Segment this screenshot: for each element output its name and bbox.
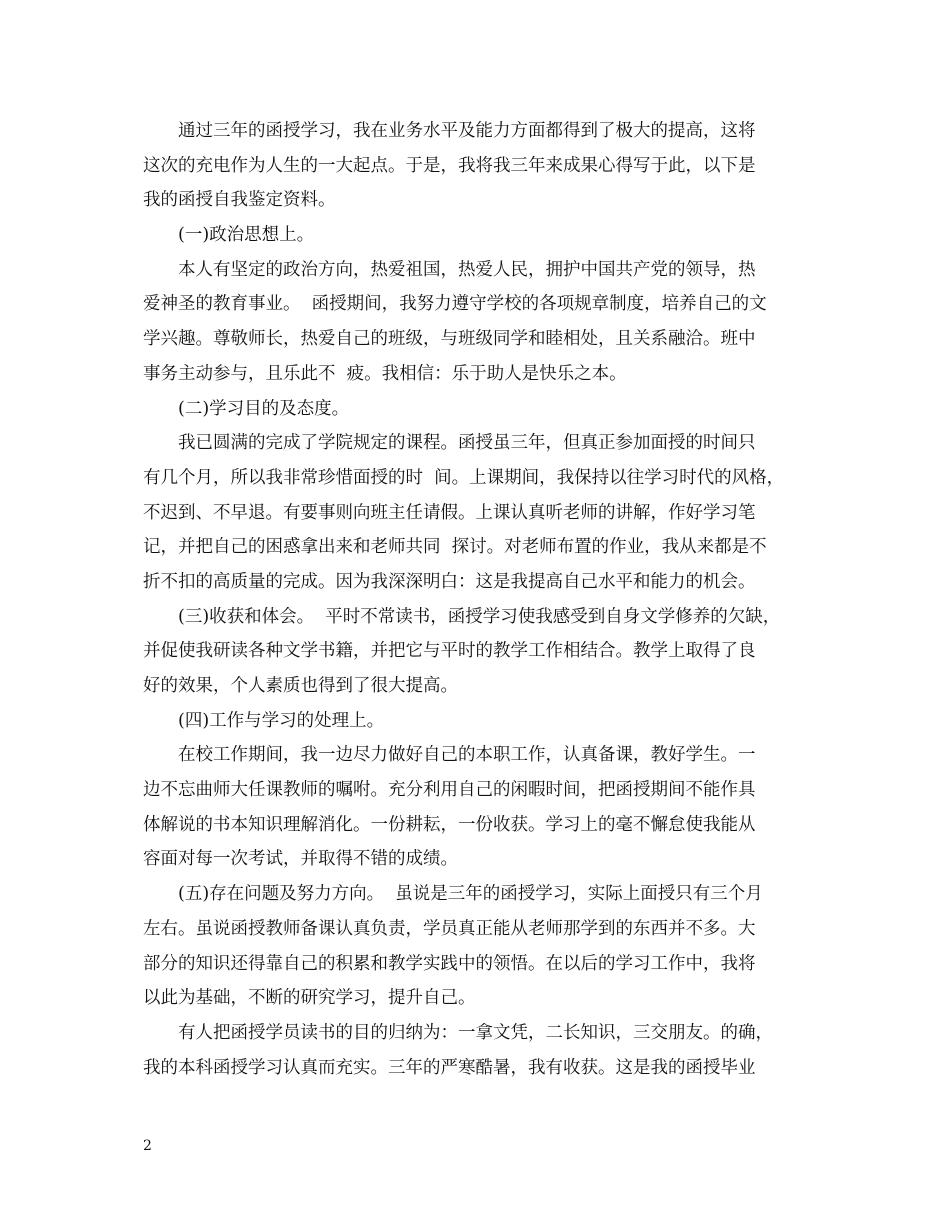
text-line: 并促使我研读各种文学书籍，并把它与平时的教学工作相结合。教学上取得了良 — [143, 641, 756, 662]
text-line: (三)收获和体会。 平时不常读书，函授学习使我感受到自身文学修养的欠缺， — [178, 606, 781, 627]
text-line: 部分的知识还得靠自己的积累和教学实践中的领悟。在以后的学习工作中，我将 — [143, 953, 756, 974]
text-line: 以此为基础，不断的研究学习，提升自己。 — [143, 988, 476, 1009]
text-line: 事务主动参与，且乐此不 疲。我相信：乐于助人是快乐之本。 — [143, 363, 627, 384]
text-line: 记，并把自己的困惑拿出来和老师共同 探讨。对老师布置的作业，我从来都是不 — [143, 537, 767, 558]
text-line: (四)工作与学习的处理上。 — [178, 710, 385, 731]
text-line: 这次的充电作为人生的一大起点。于是，我将我三年来成果心得写于此，以下是 — [143, 155, 756, 176]
text-line: 折不扣的高质量的完成。因为我深深明白：这是我提高自己水平和能力的机会。 — [143, 571, 756, 592]
text-line: 学兴趣。尊敬师长，热爱自己的班级，与班级同学和睦相处，且关系融洽。班中 — [143, 329, 756, 350]
text-line: 我的函授自我鉴定资料。 — [143, 190, 336, 211]
text-line: 在校工作期间，我一边尽力做好自己的本职工作，认真备课，教好学生。一 — [178, 745, 756, 766]
text-line: 有几个月，所以我非常珍惜面授的时 间。上课期间，我保持以往学习时代的风格， — [143, 467, 785, 488]
text-line: (二)学习目的及态度。 — [178, 398, 350, 419]
text-line: 容面对每一次考试，并取得不错的成绩。 — [143, 849, 458, 870]
text-line: 我的本科函授学习认真而充实。三年的严寒酷暑，我有收获。这是我的函授毕业 — [143, 1057, 756, 1078]
text-line: (一)政治思想上。 — [178, 225, 315, 246]
text-line: 有人把函授学员读书的目的归纳为：一拿文凭，二长知识，三交朋友。的确， — [178, 1022, 773, 1043]
text-line: 通过三年的函授学习，我在业务水平及能力方面都得到了极大的提高，这将 — [178, 121, 756, 141]
text-line: 不迟到、不早退。有要事则向班主任请假。上课认真听老师的讲解，作好学习笔 — [143, 502, 756, 523]
text-line: 左右。虽说函授教师备课认真负责，学员真正能从老师那学到的东西并不多。大 — [143, 918, 756, 939]
page-number: 2 — [143, 1138, 152, 1154]
text-line: 我已圆满的完成了学院规定的课程。函授虽三年，但真正参加面授的时间只 — [178, 433, 756, 454]
text-line: (五)存在问题及努力方向。 虽说是三年的函授学习，实际上面授只有三个月 — [178, 884, 763, 905]
text-line: 好的效果，个人素质也得到了很大提高。 — [143, 676, 458, 696]
text-line: 体解说的书本知识理解消化。一份耕耘，一份收获。学习上的毫不懈怠使我能从 — [143, 814, 756, 835]
text-line: 边不忘曲师大任课教师的嘱咐。充分利用自己的闲暇时间，把函授期间不能作具 — [143, 780, 756, 801]
text-line: 爱神圣的教育事业。 函授期间，我努力遵守学校的各项规章制度，培养自己的文 — [143, 294, 767, 315]
text-line: 本人有坚定的政治方向，热爱祖国，热爱人民，拥护中国共产党的领导，热 — [178, 259, 756, 280]
document-body — [143, 114, 823, 1085]
